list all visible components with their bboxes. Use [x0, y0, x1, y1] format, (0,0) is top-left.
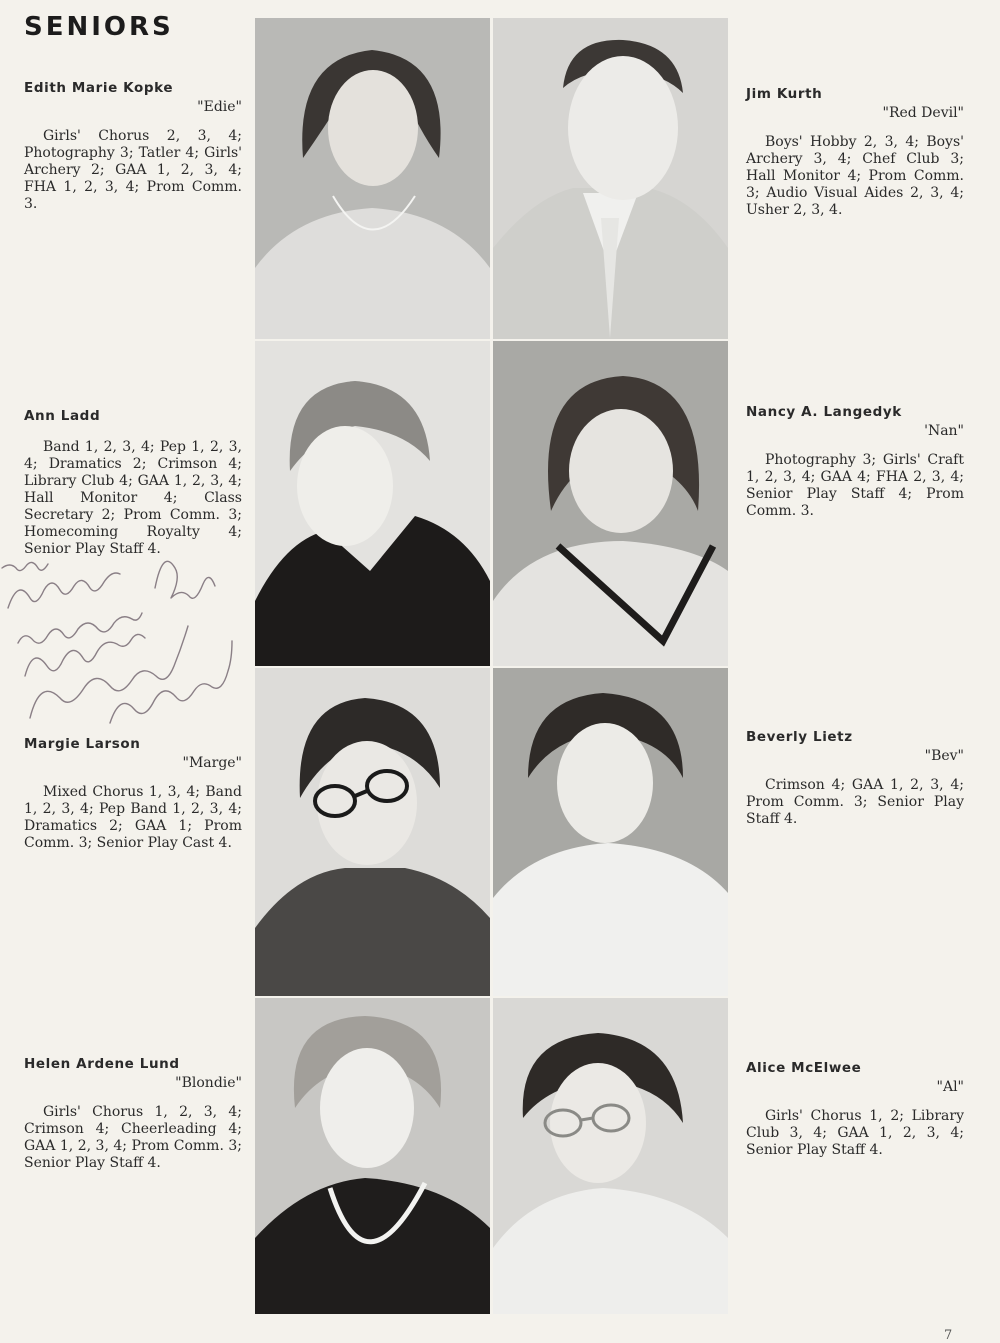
portrait-photo-alice-mcelwee — [493, 998, 728, 1314]
portrait-photo-ann-ladd — [255, 341, 490, 666]
student-nickname: "Blondie" — [175, 1075, 242, 1091]
student-name: Edith Marie Kopke — [24, 80, 174, 96]
handwritten-signature — [0, 548, 250, 733]
page-number: 7 — [944, 1328, 953, 1343]
student-name: Helen Ardene Lund — [24, 1056, 180, 1072]
student-activities: Band 1, 2, 3, 4; Pep 1, 2, 3, 4; Dramatics 2; Crimson 4; Library Club 4; GAA 1, 2, 3, 4; Hall Monitor 4; Class Secretary 2; Prom Comm. 3; Homecoming Royalty 4; Senior Play Staff 4. — [24, 439, 242, 557]
student-name: Beverly Lietz — [746, 729, 853, 745]
student-nickname: "Bev" — [924, 748, 964, 764]
bio-edith-kopke — [24, 80, 242, 213]
portrait-photo-nancy-langedyk — [493, 341, 728, 666]
student-nickname: "Al" — [936, 1079, 964, 1095]
student-nickname: "Red Devil" — [882, 105, 964, 121]
portrait-photo-jim-kurth — [493, 18, 728, 339]
student-activities: Girls' Chorus 2, 3, 4; Photography 3; Tatler 4; Girls' Archery 2; GAA 1, 2, 3, 4; FHA 1, 2, 3, 4; Prom Comm. 3. — [24, 128, 242, 212]
portrait-photo-helen-lund — [255, 998, 490, 1314]
page-title: SENIORS — [24, 12, 174, 42]
student-activities: Boys' Hobby 2, 3, 4; Boys' Archery 3, 4; Chef Club 3; Hall Monitor 4; Prom Comm. 3; Audio Visual Aides 2, 3, 4; Usher 2, 3, 4. — [746, 134, 964, 218]
portrait-photo-edith-kopke — [255, 18, 490, 339]
student-nickname: 'Nan" — [924, 423, 964, 439]
student-activities: Mixed Chorus 1, 3, 4; Band 1, 2, 3, 4; Pep Band 1, 2, 3, 4; Dramatics 2; GAA 1; Prom Comm. 3; Senior Play Cast 4. — [24, 784, 242, 851]
portrait-photo-beverly-lietz — [493, 668, 728, 996]
student-nickname: "Marge" — [182, 755, 242, 771]
student-activities: Crimson 4; GAA 1, 2, 3, 4; Prom Comm. 3; Senior Play Staff 4. — [746, 777, 964, 827]
bio-alice-mcelwee — [746, 1060, 964, 1159]
student-name: Alice McElwee — [746, 1060, 862, 1076]
student-activities: Photography 3; Girls' Craft 1, 2, 3, 4; GAA 4; FHA 2, 3, 4; Senior Play Staff 4; Prom Comm. 3. — [746, 452, 964, 519]
bio-beverly-lietz — [746, 729, 964, 828]
student-activities: Girls' Chorus 1, 2; Library Club 3, 4; GAA 1, 2, 3, 4; Senior Play Staff 4. — [746, 1108, 964, 1158]
student-name: Margie Larson — [24, 736, 141, 752]
bio-nancy-langedyk — [746, 404, 964, 520]
student-name: Jim Kurth — [746, 86, 823, 102]
portrait-photo-margie-larson — [255, 668, 490, 996]
student-activities: Girls' Chorus 1, 2, 3, 4; Crimson 4; Cheerleading 4; GAA 1, 2, 3, 4; Prom Comm. 3; Senior Play Staff 4. — [24, 1104, 242, 1171]
bio-margie-larson — [24, 736, 242, 852]
bio-ann-ladd — [24, 408, 242, 558]
student-name: Nancy A. Langedyk — [746, 404, 902, 420]
bio-helen-lund — [24, 1056, 242, 1172]
bio-jim-kurth — [746, 86, 964, 219]
student-nickname: "Edie" — [197, 99, 242, 115]
student-name: Ann Ladd — [24, 408, 101, 424]
